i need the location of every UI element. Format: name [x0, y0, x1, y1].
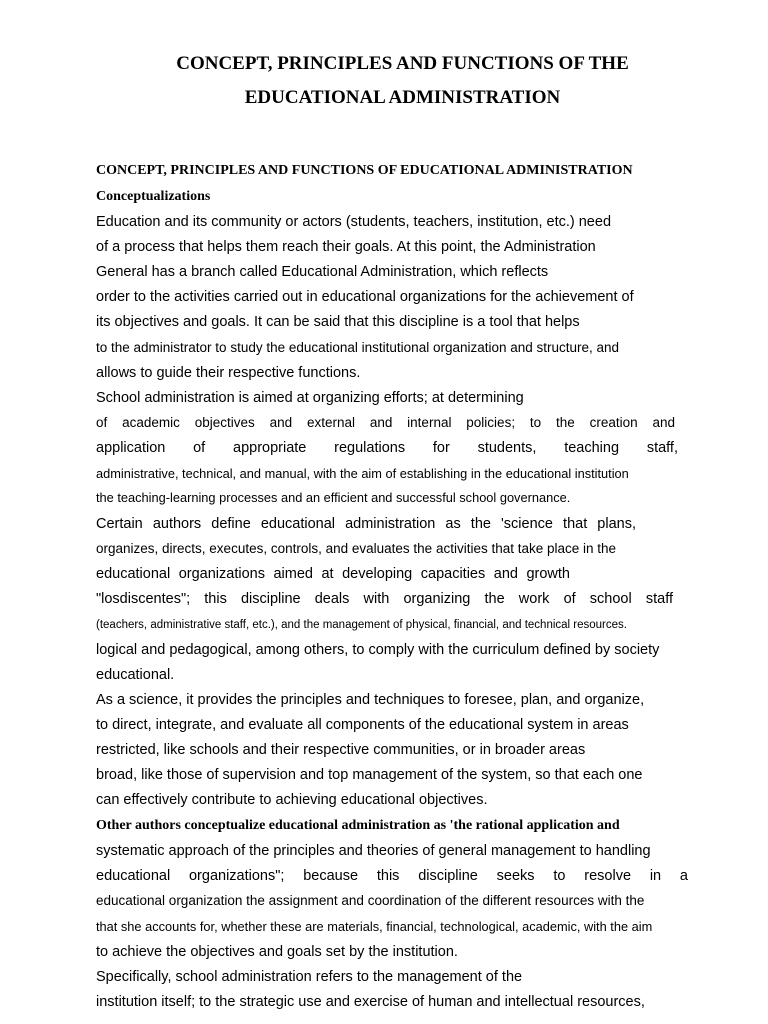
bold-text-line: Other authors conceptualize educational administration as 'the rational application and: [96, 818, 620, 833]
text-line: to direct, integrate, and evaluate all components of the educational system in areas: [96, 717, 629, 733]
text-line: As a science, it provides the principles and techniques to foresee, plan, and organize,: [96, 692, 645, 708]
text-line: "losdiscentes"; this discipline deals with organizing the work of school staff: [96, 591, 673, 607]
text-line: General has a branch called Educational Administration, which reflects: [96, 264, 549, 280]
text-line: Specifically, school administration refers to the management of the: [96, 969, 523, 985]
text-line: restricted, like schools and their respective communities, or in broader areas: [96, 742, 586, 758]
text-line: can effectively contribute to achieving educational objectives.: [96, 792, 488, 808]
text-line: Education and its community or actors (students, teachers, institution, etc.) need: [96, 214, 612, 230]
text-line: institution itself; to the strategic use and exercise of human and intellectual resources,: [96, 994, 645, 1010]
text-line: of academic objectives and external and internal policies; to the creation and: [96, 415, 675, 430]
text-line: educational organizations aimed at developing capacities and growth: [96, 566, 570, 582]
text-line: application of appropriate regulations for students, teaching staff,: [96, 440, 678, 456]
text-line: logical and pedagogical, among others, to comply with the curriculum defined by society: [96, 642, 660, 658]
text-line: systematic approach of the principles and theories of general management to handling: [96, 843, 651, 859]
text-line: organizes, directs, executes, controls, and evaluates the activities that take place in the: [96, 541, 617, 556]
text-line: administrative, technical, and manual, with the aim of establishing in the educational institution: [96, 466, 629, 481]
text-line: the teaching-learning processes and an efficient and successful school governance.: [96, 490, 571, 505]
text-line: educational organizations"; because this discipline seeks to resolve in a: [96, 868, 688, 884]
text-line: educational.: [96, 667, 175, 683]
text-line: allows to guide their respective functions.: [96, 365, 361, 381]
section-heading: CONCEPT, PRINCIPLES AND FUNCTIONS OF EDUCATIONAL ADMINISTRATION: [96, 163, 633, 178]
text-line: educational organization the assignment and coordination of the different resources with the: [96, 893, 645, 908]
text-line: broad, like those of supervision and top management of the system, so that each one: [96, 767, 643, 783]
document-title-line-1: CONCEPT, PRINCIPLES AND FUNCTIONS OF THE: [176, 53, 629, 74]
text-line: that she accounts for, whether these are materials, financial, technological, academic, with the aim: [96, 919, 653, 934]
text-line: Certain authors define educational administration as the 'science that plans,: [96, 516, 636, 532]
document-title-line-2: EDUCATIONAL ADMINISTRATION: [244, 87, 561, 108]
subsection-heading: Conceptualizations: [96, 189, 211, 204]
text-line: (teachers, administrative staff, etc.), and the management of physical, financial, and technical resources.: [96, 619, 627, 631]
text-line: order to the activities carried out in educational organizations for the achievement of: [96, 289, 634, 305]
text-line: School administration is aimed at organizing efforts; at determining: [96, 390, 524, 406]
text-line: of a process that helps them reach their goals. At this point, the Administration: [96, 239, 596, 255]
text-line: to achieve the objectives and goals set by the institution.: [96, 944, 458, 960]
text-line: its objectives and goals. It can be said that this discipline is a tool that helps: [96, 314, 580, 330]
text-line: to the administrator to study the educational institutional organization and structure, and: [96, 340, 620, 355]
